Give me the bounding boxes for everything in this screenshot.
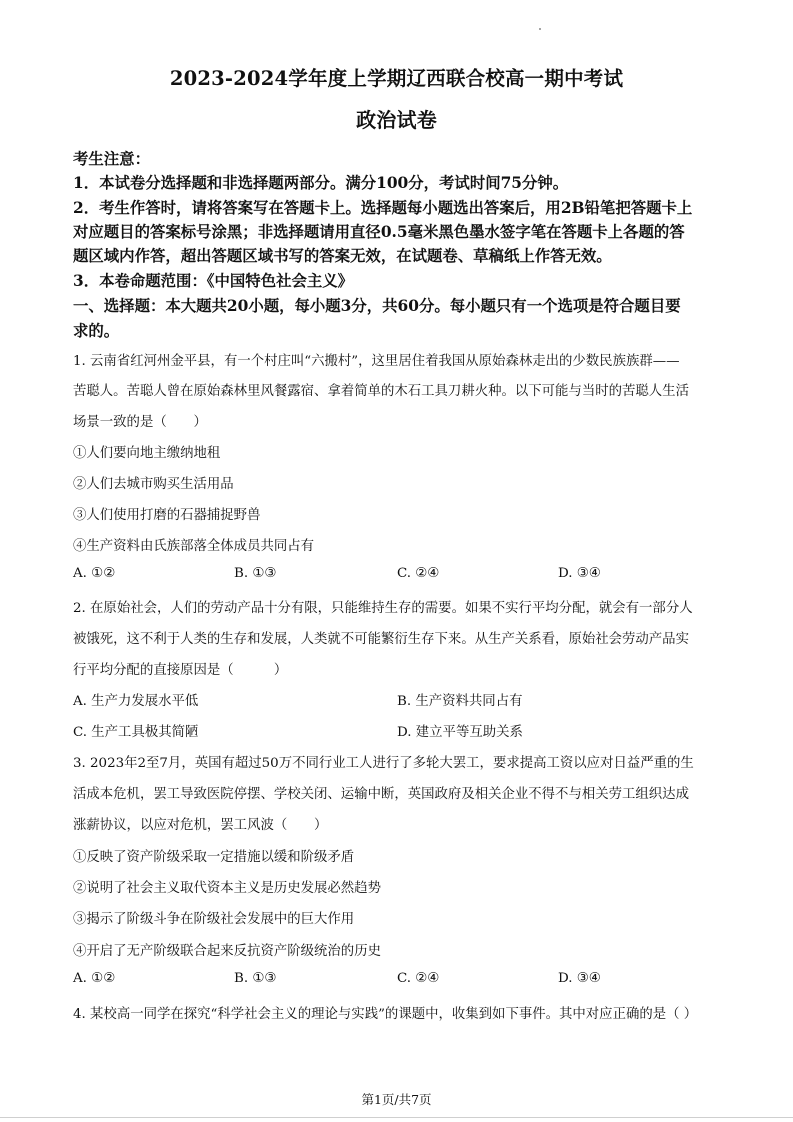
section-heading: 一、选择题：本大题共20小题，每小题3分，共60分。每小题只有一个选项是符合题目要 <box>73 297 681 315</box>
question-2-text: 2. 在原始社会，人们的劳动产品十分有限，只能维持生存的需要。如果不实行平均分配，就会有一部分人 <box>73 601 693 616</box>
question-3-text: 活成本危机，罢工导致医院停摆、学校关闭、运输中断，英国政府及相关企业不得不与相关劳工组织达成 <box>73 787 689 802</box>
question-3-option-b: B. ①③ <box>234 971 277 986</box>
question-3-option-a: A. ①② <box>73 971 116 986</box>
question-3-statement: ①反映了资产阶级采取一定措施以缓和阶级矛盾 <box>73 850 355 865</box>
question-2-option-b: B. 生产资料共同占有 <box>397 694 523 709</box>
question-3-statement: ③揭示了阶级斗争在阶级社会发展中的巨大作用 <box>73 912 355 927</box>
question-1-statement: ①人们要向地主缴纳地租 <box>73 446 221 461</box>
bottom-divider <box>0 1117 793 1118</box>
question-1-option-d: D. ③④ <box>558 566 601 581</box>
question-1-text: 场景一致的是（ ） <box>73 415 207 430</box>
question-1-statement: ④生产资料由氏族部落全体成员共同占有 <box>73 539 315 554</box>
notice-item: 对应题目的答案标号涂黑；非选择题请用直径0.5毫米黑色墨水签字笔在答题卡上各题的答 <box>73 223 685 241</box>
question-2-option-c: C. 生产工具极其简陋 <box>73 725 199 740</box>
question-3-option-d: D. ③④ <box>558 971 601 986</box>
notice-item: 题区域内作答，超出答题区域书写的答案无效，在试题卷、草稿纸上作答无效。 <box>73 247 612 265</box>
question-3-option-c: C. ②④ <box>397 971 440 986</box>
notice-heading: 考生注意： <box>73 150 150 168</box>
question-1-statement: ③人们使用打磨的石器捕捉野兽 <box>73 508 261 523</box>
question-1-statement: ②人们去城市购买生活用品 <box>73 477 234 492</box>
question-3-statement: ④开启了无产阶级联合起来反抗资产阶级统治的历史 <box>73 944 381 959</box>
notice-item: 3．本卷命题范围：《中国特色社会主义》 <box>73 272 354 290</box>
question-2-text: 被饿死，这不利于人类的生存和发展，人类就不可能繁衍生存下来。从生产关系看，原始社会劳动产品实 <box>73 632 689 647</box>
notice-item: 2．考生作答时，请将答案写在答题卡上。选择题每小题选出答案后，用2B铅笔把答题卡上 <box>73 199 693 217</box>
question-2-option-a: A. 生产力发展水平低 <box>73 694 199 709</box>
question-2-option-d: D. 建立平等互助关系 <box>397 725 523 740</box>
question-3-text: 涨薪协议，以应对危机，罢工风波（ ） <box>73 818 328 833</box>
question-3-statement: ②说明了社会主义取代资本主义是历史发展必然趋势 <box>73 881 381 896</box>
question-1-option-b: B. ①③ <box>234 566 277 581</box>
question-3-text: 3. 2023年2至7月，英国有超过50万不同行业工人进行了多轮大罢工，要求提高工资以应对日益严重的生 <box>73 756 694 771</box>
scan-dot <box>539 28 541 30</box>
page-number: 第1页/共7页 <box>361 1092 432 1107</box>
section-heading-cont: 求的。 <box>73 322 120 340</box>
question-2-text: 行平均分配的直接原因是（ ） <box>73 663 288 678</box>
notice-item: 1．本试卷分选择题和非选择题两部分。满分100分，考试时间75分钟。 <box>73 174 569 192</box>
exam-title: 2023-2024学年度上学期辽西联合校高一期中考试 <box>169 67 624 90</box>
question-1-text: 苦聪人。苦聪人曾在原始森林里风餐露宿、拿着简单的木石工具刀耕火种。以下可能与当时的苦聪人生活 <box>73 384 689 399</box>
question-1-option-a: A. ①② <box>73 566 116 581</box>
question-1-option-c: C. ②④ <box>397 566 440 581</box>
question-4-text: 4. 某校高一同学在探究“科学社会主义的理论与实践”的课题中，收集到如下事件。其中对应正确的是（ ） <box>73 1007 698 1022</box>
question-1-text: 1. 云南省红河州金平县，有一个村庄叫“六搬村”，这里居住着我国从原始森林走出的少数民族族群—— <box>73 354 680 369</box>
exam-subtitle: 政治试卷 <box>356 108 437 132</box>
